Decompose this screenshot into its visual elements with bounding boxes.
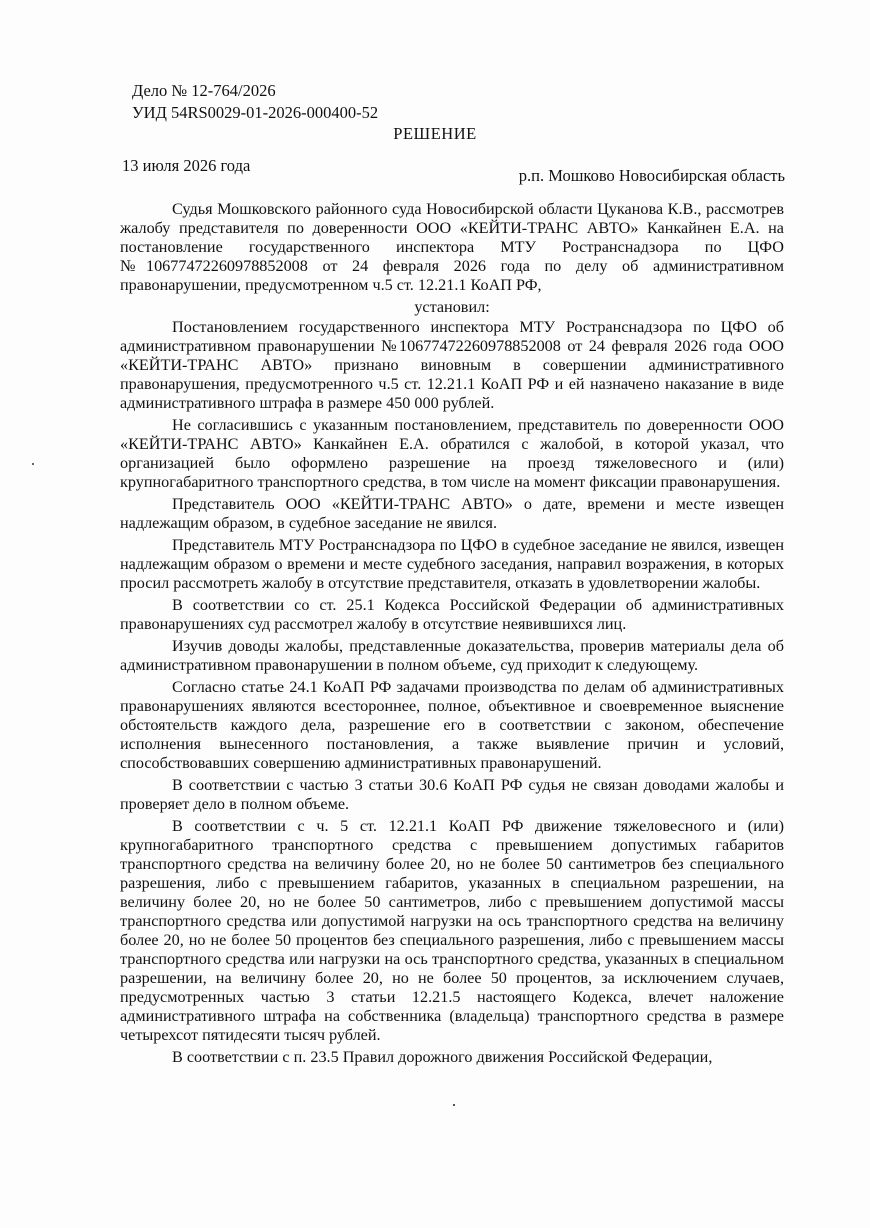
case-header bbox=[132, 80, 378, 124]
decision-date: 13 июля 2026 года bbox=[122, 156, 251, 175]
scan-speck bbox=[32, 463, 34, 465]
paragraph: Представитель ООО «КЕЙТИ-ТРАНС АВТО» о дате, времени и месте извещен надлежащим образом, в судебное заседание не явился. bbox=[120, 495, 784, 532]
case-uid: УИД 54RS0029-01-2026-000400-52 bbox=[132, 103, 379, 122]
paragraph: Согласно статье 24.1 КоАП РФ задачами производства по делам об административных правонарушениях являются всестороннее, полное, объективное и своевременное выяснение обстоятельств каждого дела, разрешение его в соответствии с законом, обеспечение исполнения вынесенного постановления, а также выявление причин и условий, способствовавших совершению административных правонарушений. bbox=[120, 678, 784, 772]
paragraph: Не согласившись с указанным постановлением, представитель по доверенности ООО «КЕЙТИ-ТРАНС АВТО» Канкайнен Е.А. обратился с жалобой, в которой указал, что организацией было оформлено разрешение на проезд тяжеловесного и (или) крупногабаритного транспортного средства, в том числе на момент фиксации правонарушения. bbox=[120, 416, 784, 491]
paragraph: Постановлением государственного инспектора МТУ Ространснадзора по ЦФО об административном правонарушении №10677472260978852008 от 24 февраля 2026 года ООО «КЕЙТИ-ТРАНС АВТО» признано виновным в совершении административного правонарушения, предусмотренного ч.5 ст. 12.21.1 КоАП РФ и ей назначено наказание в виде административного штрафа в размере 450 000 рублей. bbox=[120, 318, 784, 412]
paragraph: В соответствии с частью 3 статьи 30.6 КоАП РФ судья не связан доводами жалобы и проверяет дело в полном объеме. bbox=[120, 776, 784, 813]
paragraph-established: установил: bbox=[414, 298, 490, 316]
paragraph: В соответствии с п. 23.5 Правил дорожного движения Российской Федерации, bbox=[172, 1048, 713, 1066]
document-title: РЕШЕНИЕ bbox=[393, 124, 477, 143]
paragraph-intro: Судья Мошковского районного суда Новосибирской области Цуканова К.В., рассмотрев жалобу представителя по доверенности ООО «КЕЙТИ-ТРАНС АВТО» Канкайнен Е.А. на постановление государственного инспектора МТУ Ространснадзора по ЦФО №10677472260978852008 от 24 февраля 2026 года по делу об административном правонарушении, предусмотренном ч.5 ст. 12.21.1 КоАП РФ, bbox=[120, 200, 784, 294]
decision-place: р.п. Мошково Новосибирская область bbox=[518, 166, 785, 185]
paragraph: Представитель МТУ Ространснадзора по ЦФО в судебное заседание не явился, извещен надлежащим образом о времени и месте судебного заседания, направил возражения, в которых просил рассмотреть жалобу в отсутствие представителя, отказать в удовлетворении жалобы. bbox=[120, 536, 784, 592]
case-number: Дело № 12-764/2026 bbox=[132, 81, 276, 100]
paragraph: В соответствии с ч. 5 ст. 12.21.1 КоАП РФ движение тяжеловесного и (или) крупногабаритного транспортного средства с превышением допустимых габаритов транспортного средства на величину более 20, но не более 50 сантиметров без специального разрешения, либо с превышением габаритов, указанных в специальном разрешении, на величину более 20, но не более 50 сантиметров, либо с превышением допустимой массы транспортного средства или допустимой нагрузки на ось транспортного средства на величину более 20, но не более 50 процентов без специального разрешения, либо с превышением массы транспортного средства или нагрузки на ось транспортного средства, указанных в специальном разрешении, на величину более 20, но не более 50 процентов, за исключением случаев, предусмотренных частью 3 статьи 12.21.5 настоящего Кодекса, влечет наложение административного штрафа на собственника (владельца) транспортного средства в размере четырехсот пятидесяти тысяч рублей. bbox=[120, 817, 784, 1044]
document-body bbox=[120, 200, 784, 1070]
scan-speck bbox=[453, 1104, 455, 1106]
paragraph: В соответствии со ст. 25.1 Кодекса Российской Федерации об административных правонарушениях суд рассмотрел жалобу в отсутствие неявившихся лиц. bbox=[120, 596, 784, 633]
paragraph: Изучив доводы жалобы, представленные доказательства, проверив материалы дела об административном правонарушении в полном объеме, суд приходит к следующему. bbox=[120, 637, 784, 674]
